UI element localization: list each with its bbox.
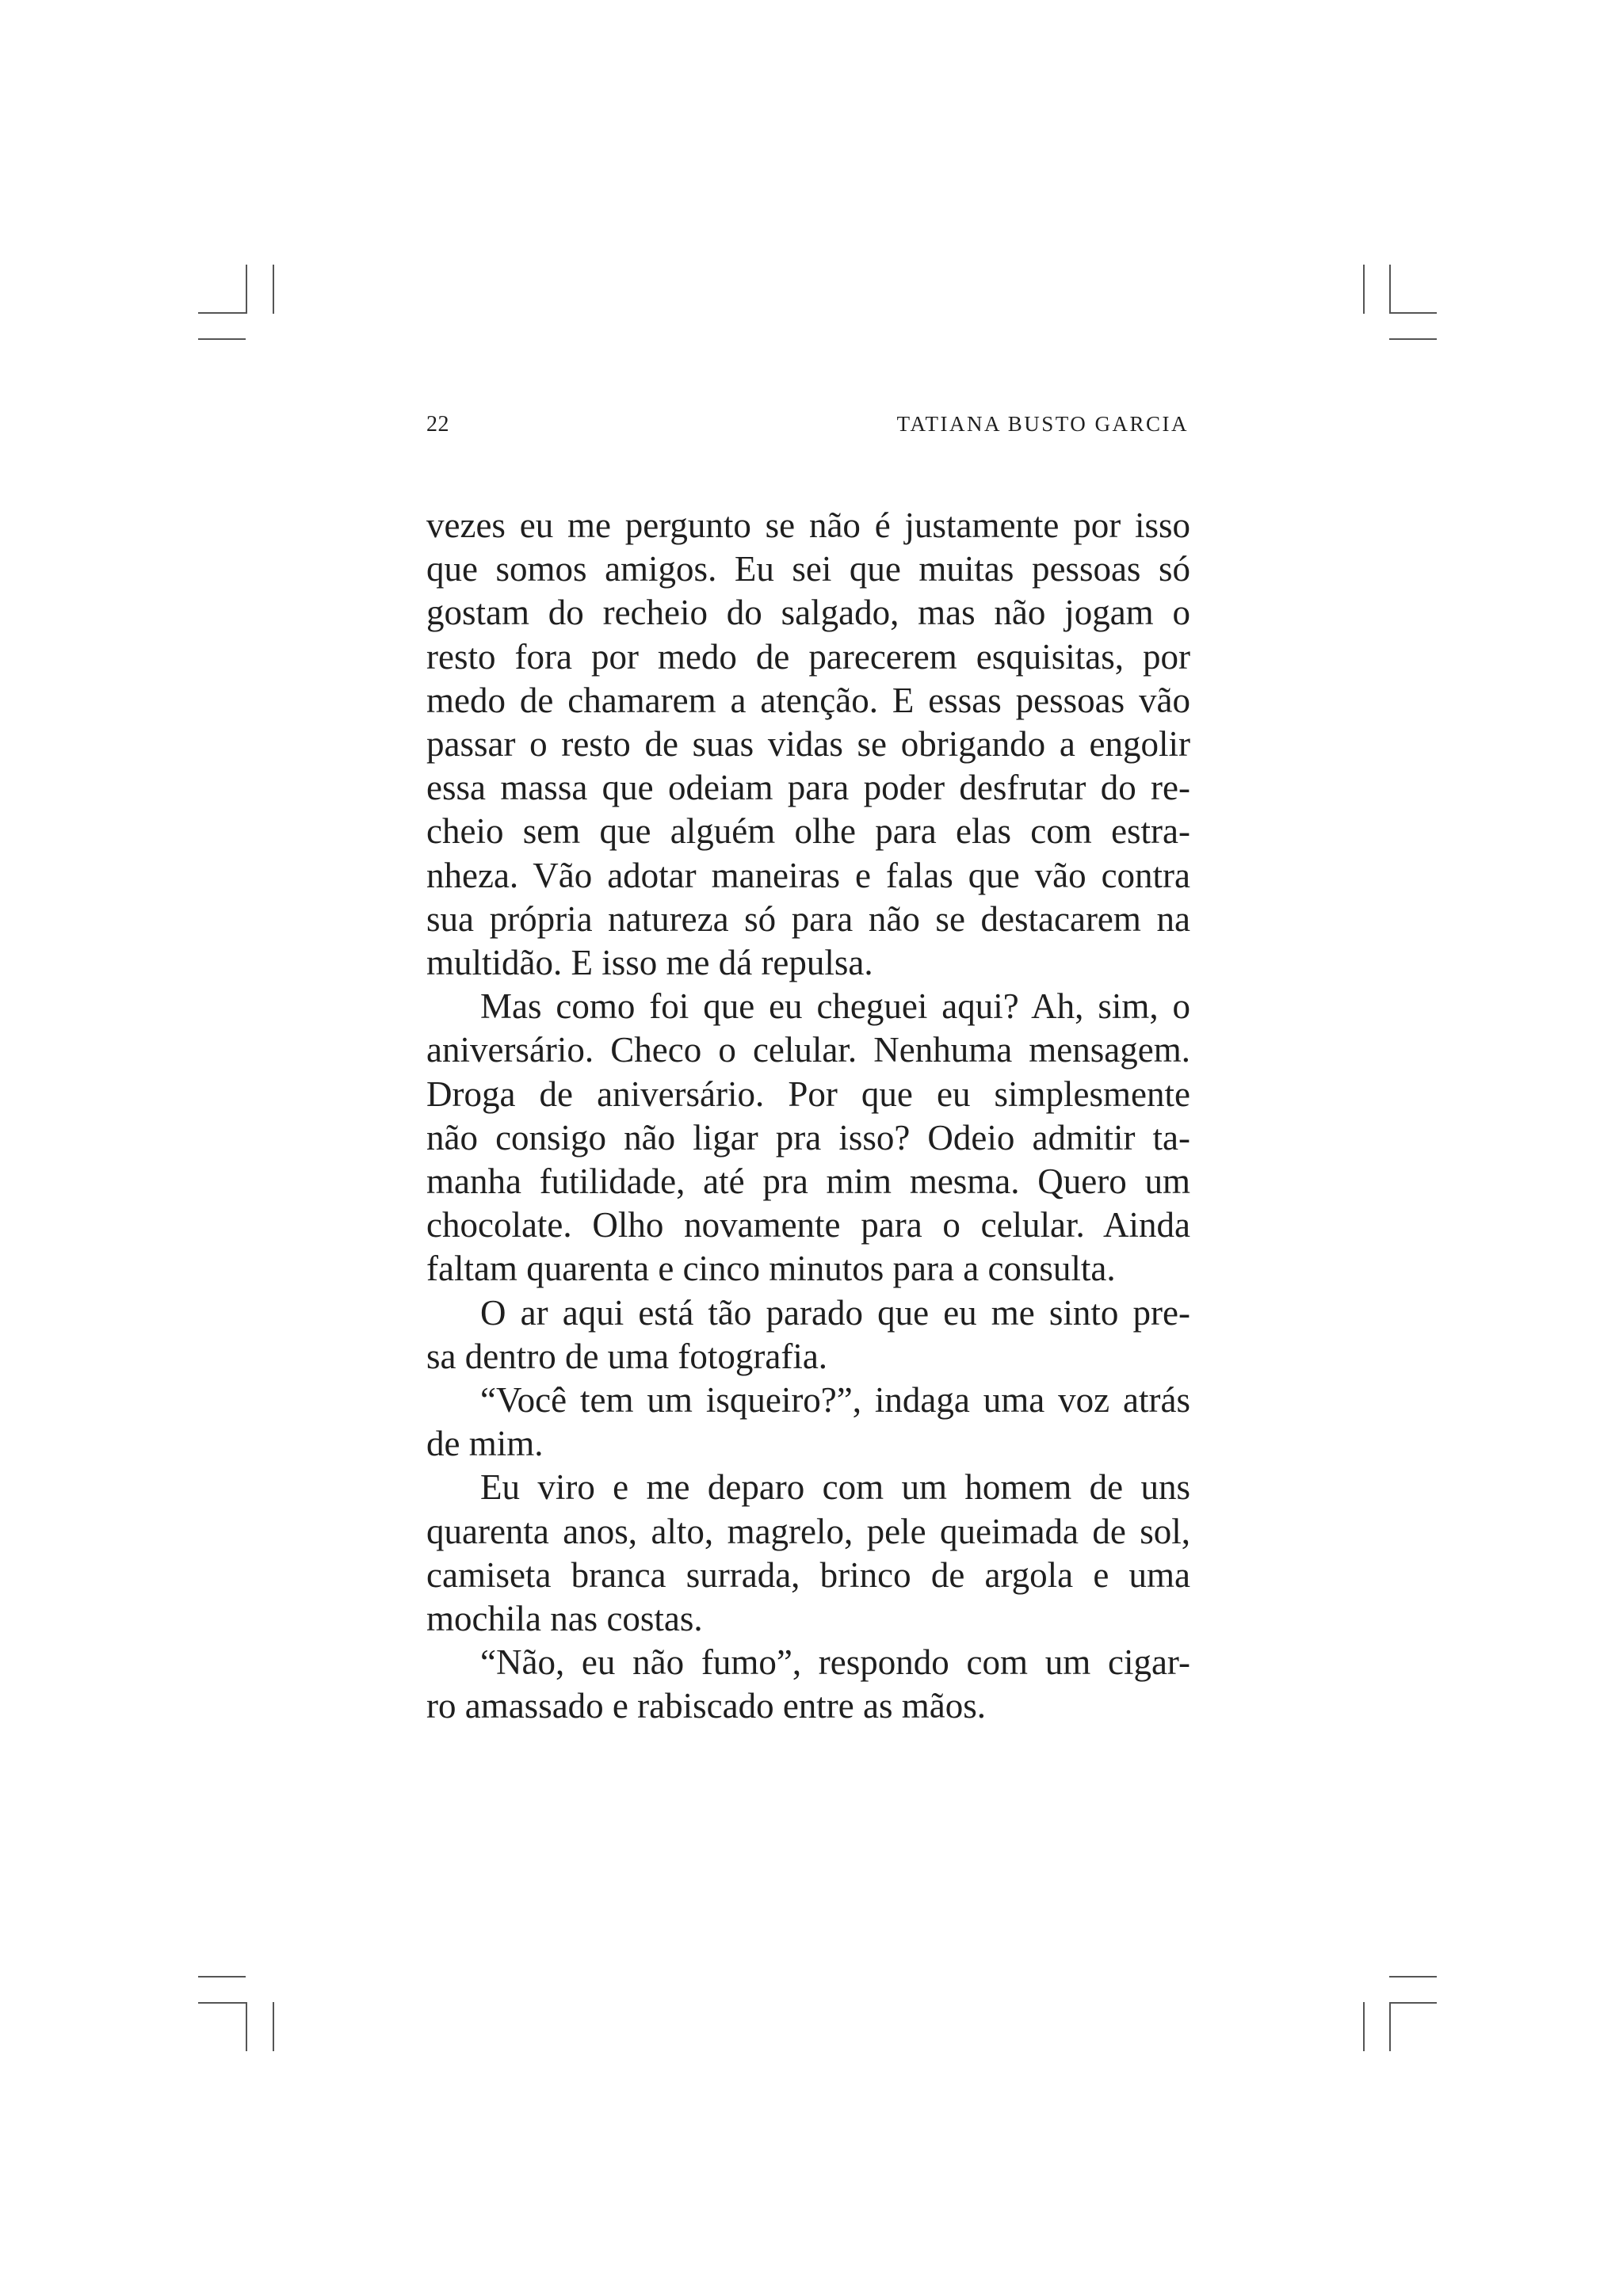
text-line: essa massa que odeiam para poder desfrutar do re- [426,768,1190,808]
text-line: nheza. Vão adotar maneiras e falas que vão contra [426,855,1190,895]
text-line: “Você tem um isqueiro?”, indaga uma voz atrás [480,1380,1190,1421]
crop-mark-top-right-horizontal-1 [1389,312,1437,314]
text-line: passar o resto de suas vidas se obrigando a engolir [426,724,1190,765]
text-line: vezes eu me pergunto se não é justamente por isso [426,505,1190,545]
text-line: “Não, eu não fumo”, respondo com um cigar- [480,1642,1190,1683]
text-line: resto fora por medo de parecerem esquisitas, por [426,636,1190,677]
crop-mark-top-left-vertical-1 [246,265,247,314]
text-line: Droga de aniversário. Por que eu simplesmente [426,1074,1190,1114]
running-head-author: TATIANA BUSTO GARCIA [896,412,1189,436]
text-line: manha futilidade, até pra mim mesma. Quero um [426,1161,1190,1202]
text-line: que somos amigos. Eu sei que muitas pessoas só [426,549,1190,589]
text-line: chocolate. Olho novamente para o celular. Ainda [426,1205,1190,1245]
crop-mark-top-left-horizontal-2 [198,338,246,340]
crop-mark-bottom-right-horizontal-2 [1389,2002,1437,2004]
body-text [426,504,1190,1729]
page-number: 22 [426,412,449,437]
text-line: sua própria natureza só para não se destacarem na [426,898,1190,939]
text-line: sa dentro de uma fotografia. [426,1336,828,1376]
paragraph [426,1379,1190,1466]
text-line: quarenta anos, alto, magrelo, pele queimada de sol, [426,1511,1190,1551]
text-line: aniversário. Checo o celular. Nenhuma mensagem. [426,1030,1190,1070]
text-line: O ar aqui está tão parado que eu me sinto pre- [480,1292,1190,1333]
paragraph [426,504,1190,985]
text-line: não consigo não ligar pra isso? Odeio admitir ta- [426,1117,1190,1158]
crop-mark-bottom-left-vertical-1 [246,2002,247,2051]
crop-mark-top-right-horizontal-2 [1389,338,1437,340]
paragraph [426,985,1190,1291]
crop-mark-bottom-left-horizontal-2 [198,2002,246,2004]
text-line: faltam quarenta e cinco minutos para a consulta. [426,1249,1116,1289]
text-line: mochila nas costas. [426,1599,703,1639]
text-line: multidão. E isso me dá repulsa. [426,943,873,983]
crop-mark-bottom-right-vertical-2 [1389,2002,1391,2051]
crop-mark-top-left-horizontal-1 [198,312,246,314]
text-line: gostam do recheio do salgado, mas não jogam o [426,593,1190,633]
text-line: Eu viro e me deparo com um homem de uns [480,1467,1190,1508]
text-line: camiseta branca surrada, brinco de argola e uma [426,1554,1190,1595]
crop-mark-bottom-right-horizontal-1 [1389,1976,1437,1978]
paragraph [426,1291,1190,1379]
crop-mark-top-left-vertical-2 [273,265,274,314]
crop-mark-bottom-right-vertical-1 [1363,2002,1365,2051]
text-line: cheio sem que alguém olhe para elas com estra- [426,811,1190,852]
paragraph [426,1466,1190,1641]
text-line: Mas como foi que eu cheguei aqui? Ah, sim, o [480,986,1190,1027]
crop-mark-top-right-vertical-2 [1389,265,1391,314]
crop-mark-bottom-left-vertical-2 [273,2002,274,2051]
text-line: de mim. [426,1424,544,1464]
text-line: medo de chamarem a atenção. E essas pessoas vão [426,680,1190,720]
crop-mark-bottom-left-horizontal-1 [198,1976,246,1978]
paragraph [426,1641,1190,1728]
text-line: ro amassado e rabiscado entre as mãos. [426,1686,986,1726]
crop-mark-top-right-vertical-1 [1363,265,1365,314]
